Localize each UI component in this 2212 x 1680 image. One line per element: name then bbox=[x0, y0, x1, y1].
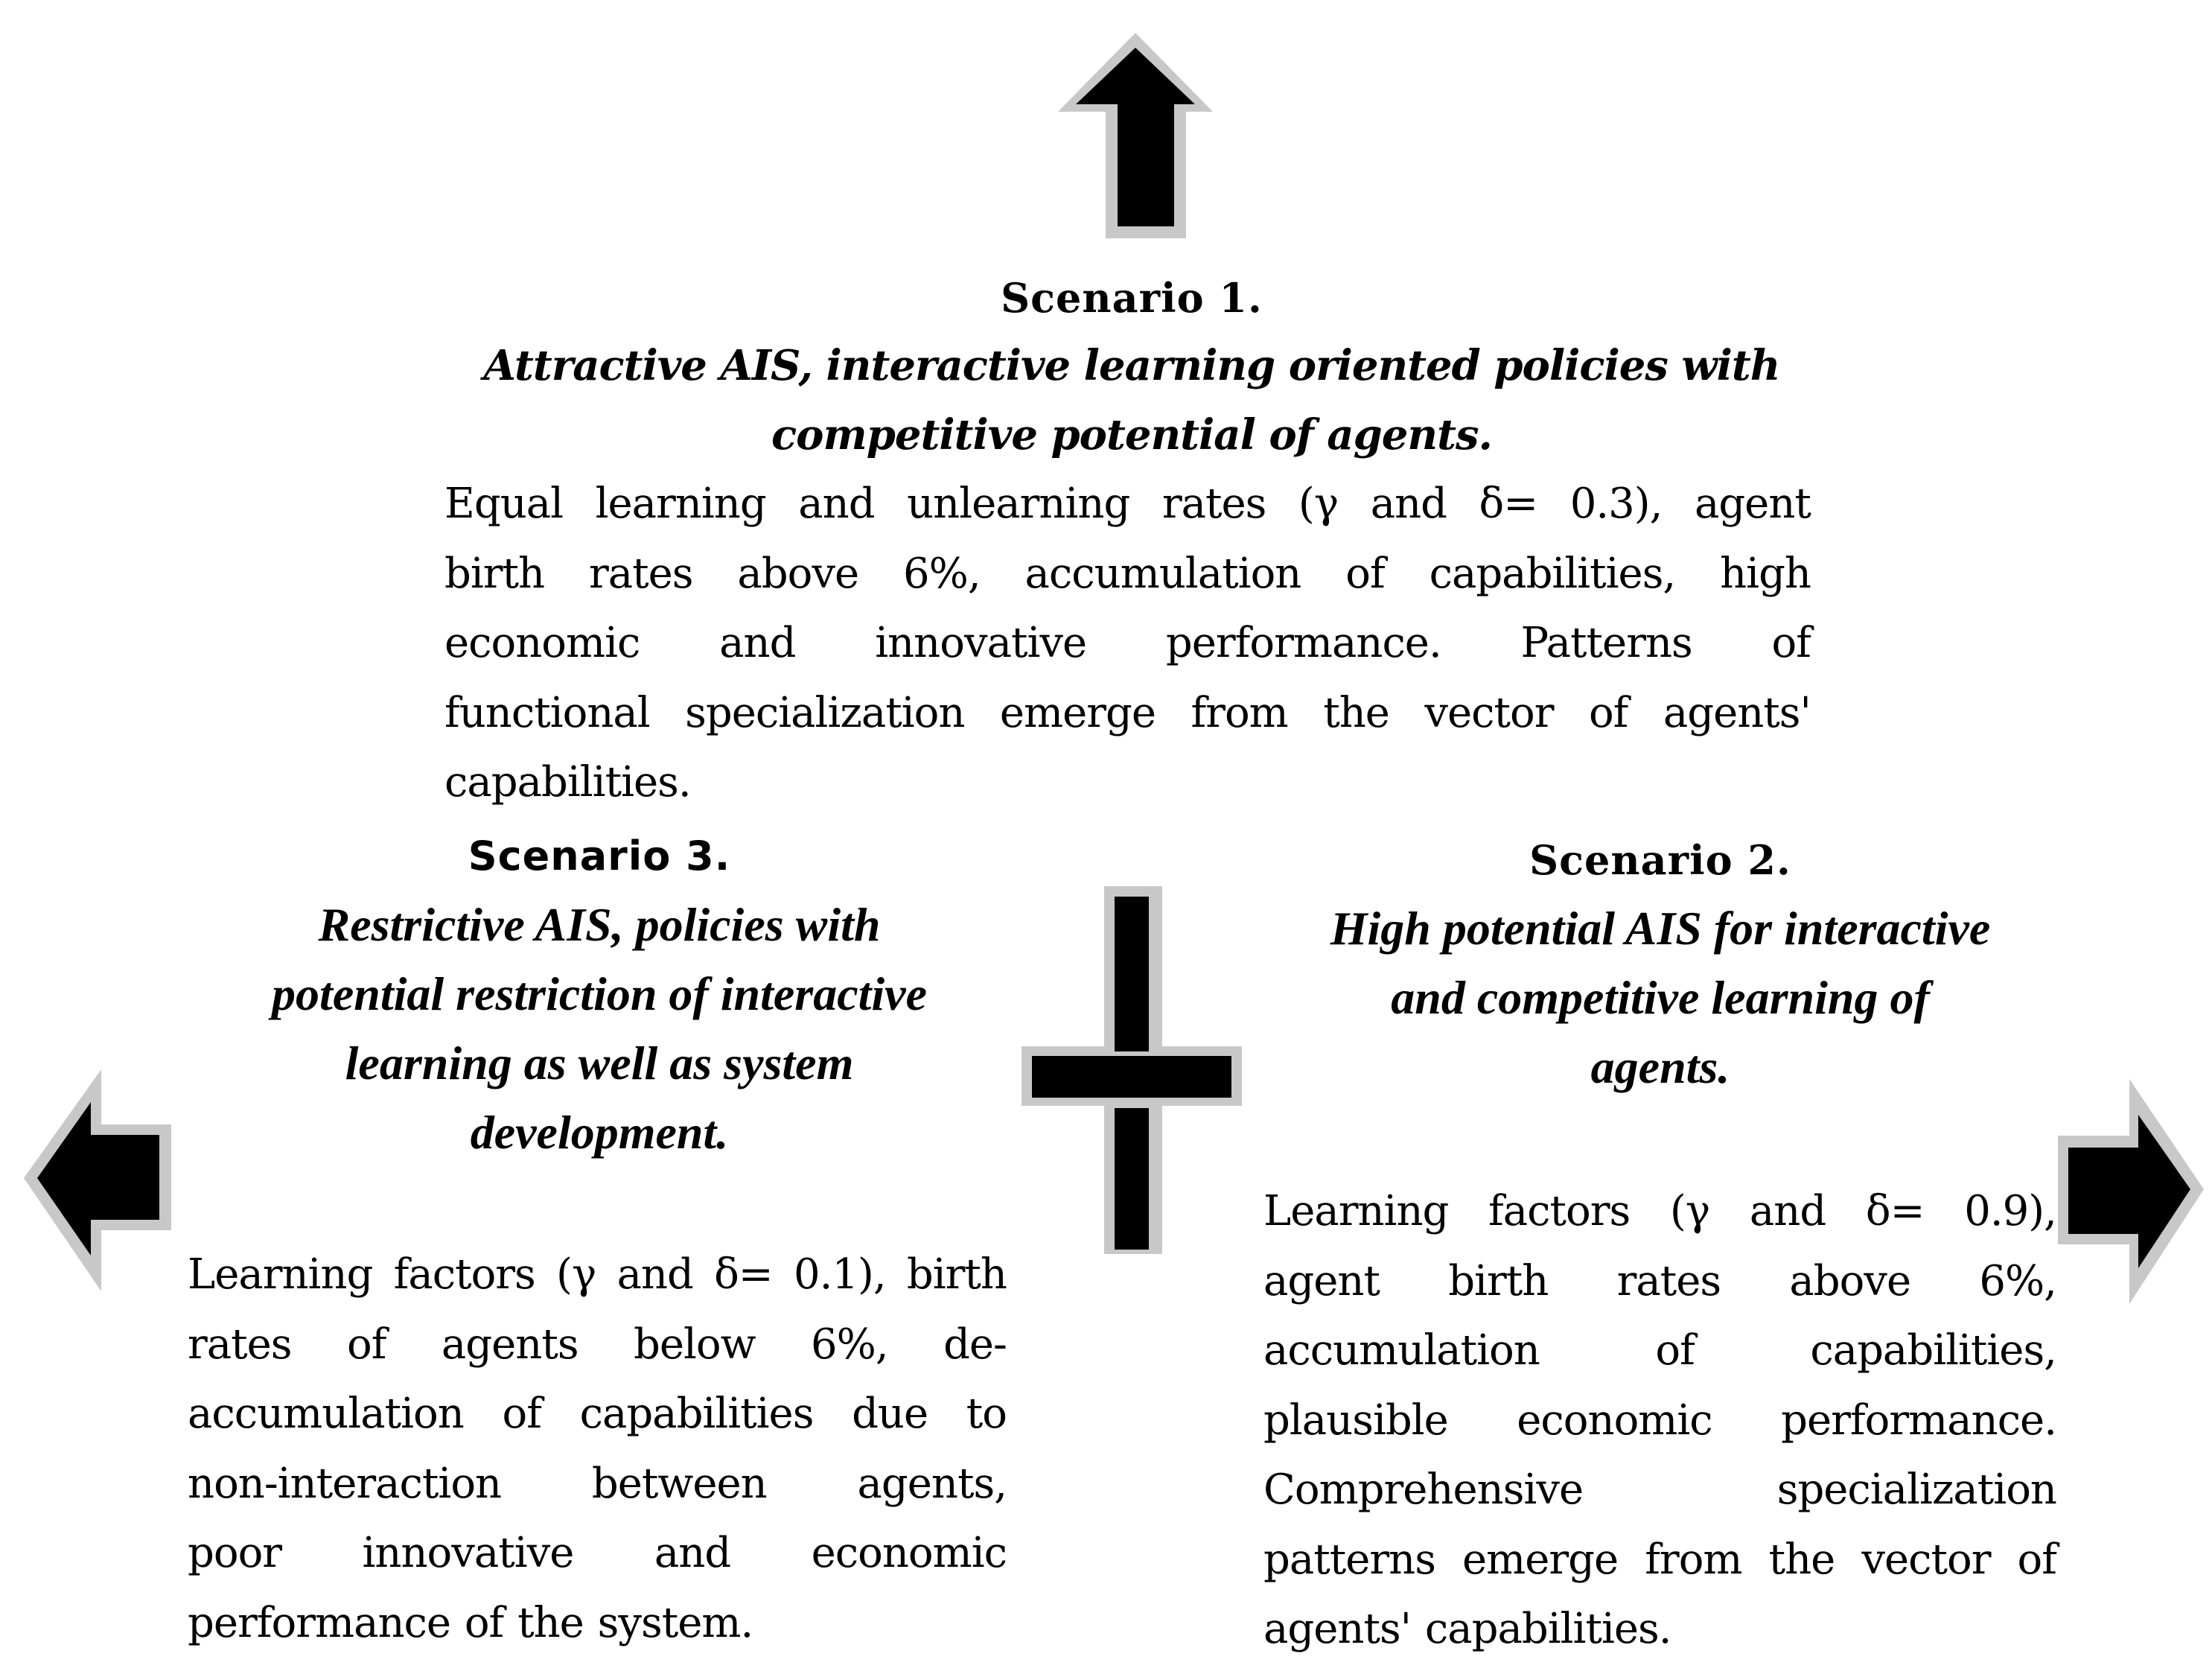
word: and bbox=[616, 1250, 693, 1299]
word: agents' bbox=[1663, 688, 1811, 737]
word: Patterns bbox=[1520, 619, 1692, 667]
body-line bbox=[188, 1449, 1007, 1519]
subtitle-line: learning as well as system bbox=[345, 1037, 854, 1089]
word: agent bbox=[1694, 480, 1811, 528]
word: economic bbox=[811, 1529, 1007, 1577]
body-line bbox=[1263, 1455, 2056, 1525]
word: 6%, bbox=[1979, 1256, 2056, 1305]
scenario-3-description bbox=[188, 1240, 1007, 1658]
body-line bbox=[444, 539, 1811, 609]
word: to bbox=[966, 1390, 1007, 1438]
word: accumulation bbox=[1024, 549, 1301, 598]
subtitle-line: development. bbox=[470, 1106, 729, 1159]
word: 0.3), bbox=[1569, 480, 1663, 528]
word: performance. bbox=[1781, 1396, 2056, 1445]
word: of bbox=[1588, 688, 1628, 737]
arrow-up-icon bbox=[1054, 30, 1217, 242]
body-line bbox=[188, 1518, 1007, 1588]
word: specialization bbox=[685, 688, 965, 737]
word: of bbox=[2017, 1535, 2056, 1584]
word: factors bbox=[393, 1250, 535, 1299]
word: δ= bbox=[1865, 1187, 1925, 1235]
cross-axis-icon bbox=[1020, 885, 1243, 1257]
word: 6%, bbox=[903, 549, 981, 598]
body-line bbox=[188, 1379, 1007, 1449]
word: emerge bbox=[999, 688, 1156, 737]
word: Learning bbox=[1263, 1187, 1449, 1235]
arrow-left-icon bbox=[21, 1065, 177, 1296]
word: specialization bbox=[1776, 1466, 2056, 1514]
subtitle-line: High potential AIS for interactive bbox=[1330, 902, 1991, 955]
word: (γ bbox=[1298, 480, 1339, 528]
scenario-1-heading: Scenario 1. bbox=[1001, 274, 1263, 322]
word: from bbox=[1645, 1535, 1742, 1584]
scenario-1-block bbox=[417, 264, 1846, 470]
word: and bbox=[798, 480, 875, 528]
word: and bbox=[1370, 480, 1447, 528]
word: performance. bbox=[1165, 619, 1441, 667]
word: innovative bbox=[362, 1529, 574, 1577]
scenario-3-subtitle bbox=[171, 890, 1027, 1167]
body-line bbox=[444, 469, 1811, 539]
word: factors bbox=[1488, 1187, 1631, 1235]
body-line bbox=[444, 678, 1811, 748]
word: below bbox=[634, 1320, 756, 1369]
word: high bbox=[1720, 549, 1811, 598]
scenario-1-subtitle bbox=[417, 331, 1846, 470]
body-line bbox=[444, 608, 1811, 678]
scenario-2-description bbox=[1263, 1177, 2056, 1664]
word: vector bbox=[1861, 1535, 1991, 1584]
scenario-2-subtitle bbox=[1251, 894, 2070, 1101]
scenario-3-block bbox=[171, 823, 1027, 1167]
word: above bbox=[737, 549, 859, 598]
word: unlearning bbox=[907, 480, 1130, 528]
word: and bbox=[719, 619, 796, 667]
word: poor bbox=[188, 1529, 282, 1577]
word: 0.9), bbox=[1964, 1187, 2056, 1235]
word: Equal bbox=[444, 480, 564, 528]
word: above bbox=[1789, 1256, 1911, 1305]
word: birth bbox=[1448, 1256, 1549, 1305]
word: birth bbox=[444, 549, 545, 598]
word: rates bbox=[1161, 480, 1266, 528]
word: accumulation bbox=[188, 1390, 464, 1438]
word: of bbox=[346, 1320, 386, 1369]
word: Comprehensive bbox=[1263, 1466, 1584, 1514]
body-line: agents' capabilities. bbox=[1263, 1605, 1671, 1653]
word: functional bbox=[444, 688, 650, 737]
scenario-3-heading: Scenario 3. bbox=[468, 833, 731, 879]
word: birth bbox=[906, 1250, 1007, 1299]
subtitle-line: agents. bbox=[1590, 1040, 1730, 1093]
word: δ= bbox=[1479, 480, 1538, 528]
subtitle-line: competitive potential of agents. bbox=[771, 410, 1492, 459]
subtitle-line: and competitive learning of bbox=[1391, 971, 1930, 1024]
subtitle-line: potential restriction of interactive bbox=[272, 967, 927, 1020]
word: de- bbox=[943, 1320, 1007, 1369]
word: economic bbox=[444, 619, 640, 667]
word: emerge bbox=[1462, 1535, 1619, 1584]
body-line bbox=[188, 1240, 1007, 1310]
scenario-2-block bbox=[1251, 827, 2070, 1101]
word: plausible bbox=[1263, 1396, 1448, 1445]
body-line bbox=[1263, 1177, 2056, 1247]
body-line bbox=[1263, 1316, 2056, 1386]
word: vector bbox=[1424, 688, 1554, 737]
word: 6%, bbox=[810, 1320, 888, 1369]
word: rates bbox=[188, 1320, 292, 1369]
word: the bbox=[1768, 1535, 1835, 1584]
word: of bbox=[1345, 549, 1385, 598]
word: (γ bbox=[1669, 1187, 1710, 1235]
word: and bbox=[1749, 1187, 1826, 1235]
word: of bbox=[1771, 619, 1811, 667]
scenario-1-description bbox=[444, 469, 1811, 818]
word: due bbox=[852, 1390, 928, 1438]
word: Learning bbox=[188, 1250, 373, 1299]
word: capabilities, bbox=[1810, 1326, 2056, 1375]
word: 0.1), bbox=[793, 1250, 886, 1299]
word: between bbox=[591, 1459, 767, 1508]
word: rates bbox=[1616, 1256, 1721, 1305]
word: innovative bbox=[875, 619, 1087, 667]
word: of bbox=[502, 1390, 541, 1438]
word: accumulation bbox=[1263, 1326, 1540, 1375]
body-line bbox=[188, 1310, 1007, 1380]
word: capabilities, bbox=[1429, 549, 1676, 598]
word: δ= bbox=[714, 1250, 773, 1299]
word: and bbox=[654, 1529, 731, 1577]
word: from bbox=[1191, 688, 1288, 737]
word: agents bbox=[441, 1320, 579, 1369]
body-line: performance of the system. bbox=[188, 1598, 753, 1647]
word: agent bbox=[1263, 1256, 1380, 1305]
word: the bbox=[1323, 688, 1389, 737]
word: non-interaction bbox=[188, 1459, 502, 1508]
word: of bbox=[1655, 1326, 1695, 1375]
word: (γ bbox=[556, 1250, 596, 1299]
scenario-2-heading: Scenario 2. bbox=[1529, 836, 1791, 884]
word: economic bbox=[1517, 1396, 1712, 1445]
subtitle-line: Restrictive AIS, policies with bbox=[318, 898, 881, 951]
word: patterns bbox=[1263, 1535, 1435, 1584]
body-line: capabilities. bbox=[444, 758, 691, 806]
body-line bbox=[1263, 1247, 2056, 1317]
word: capabilities bbox=[579, 1390, 814, 1438]
subtitle-line: Attractive AIS, interactive learning oriented policies with bbox=[483, 341, 1780, 390]
body-line bbox=[1263, 1525, 2056, 1595]
body-line bbox=[1263, 1386, 2056, 1456]
word: rates bbox=[588, 549, 693, 598]
word: learning bbox=[595, 480, 766, 528]
arrow-right-icon bbox=[2052, 1076, 2208, 1307]
word: agents, bbox=[857, 1459, 1007, 1508]
